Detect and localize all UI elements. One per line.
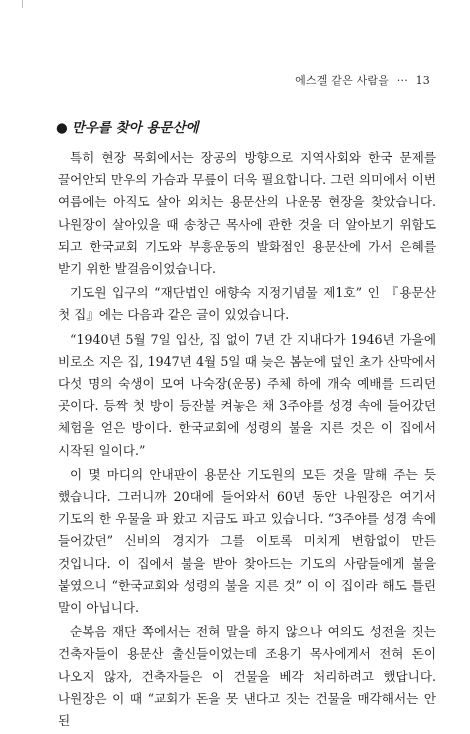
running-header-separator: ···: [396, 74, 408, 87]
paragraph: 기도원 입구의 “재단법인 애향숙 지정기념물 제1호” 인 『용문산 첫 집』에는 다음과 같은 글이 있었습니다.: [58, 285, 436, 323]
section-heading: [56, 118, 436, 138]
section-heading-text: 만우를 찾아 용문산에: [71, 120, 199, 136]
running-header: [0, 72, 430, 88]
paragraph: 순복음 재단 쪽에서는 전혀 말을 하지 않으나 여의도 성전을 짓는 건축자들이 용문산 출신들이었는데 조용기 목사에게서 전혀 돈이 나오지 않자, 건축자들은 이 건물을 베각 처리하려고 했답니다. 나원장은 이 때 “교회가 돈을 못 낸다고 짓는 건물을 매각해서는 안 된: [58, 624, 436, 729]
page-body: [58, 118, 436, 734]
page-number: 13: [415, 74, 430, 87]
paragraph: 이 몇 마디의 안내판이 용문산 기도원의 모든 것을 말해 주는 듯 했습니다. 그러니까 20대에 들어와서 60년 동안 나원장은 여기서 기도의 한 우물을 파 왔고 지금도 파고 있습니다. “3주야를 성경 속에 들어갔던” 신비의 경지가 그를 이토록 미치게 변함없이 만든 것입니다. 이 집에서 불을 받아 찾아드는 기도의 사람들에게 불을 붙였으니 “한국교회와 성령의 불을 지른 것” 이 이 집이라 해도 틀린 말이 아닙니다.: [58, 466, 436, 616]
running-header-title: 에스겔 같은 사람을: [295, 74, 390, 87]
page-edge-mark: [22, 0, 23, 8]
paragraph: 특히 현장 목회에서는 장공의 방향으로 지역사회와 한국 문제를 끌어안되 만우의 가슴과 무릎이 더욱 필요합니다. 그런 의미에서 이번 여름에는 아직도 살아 외치는 용문산의 나운몽 현장을 찾았습니다. 나원장이 살아있을 때 송창근 목사에 관한 것을 더 알아보기 위함도 되고 한국교회 기도와 부흥운동의 발화점인 용문산에 가서 은혜를 받기 위한 발걸음이었습니다.: [58, 150, 436, 277]
bullet-icon: ●: [56, 120, 68, 136]
quoted-paragraph: “1940년 5월 7일 입산, 집 없이 7년 간 지내다가 1946년 가을에 비로소 지은 집, 1947년 4월 5일 때 늦은 봄눈에 덮인 초가 산막에서 다섯 명의 숙생이 모여 나숙장(운몽) 주체 하에 개숙 예배를 드리던 곳이다. 등짝 첫 방이 등잔불 켜놓은 채 3주야를 성경 속에 들어갔던 체험을 얻은 방이다. 한국교회에 성령의 불을 지른 것은 이 집에서 시작된 일이다.”: [58, 331, 436, 458]
